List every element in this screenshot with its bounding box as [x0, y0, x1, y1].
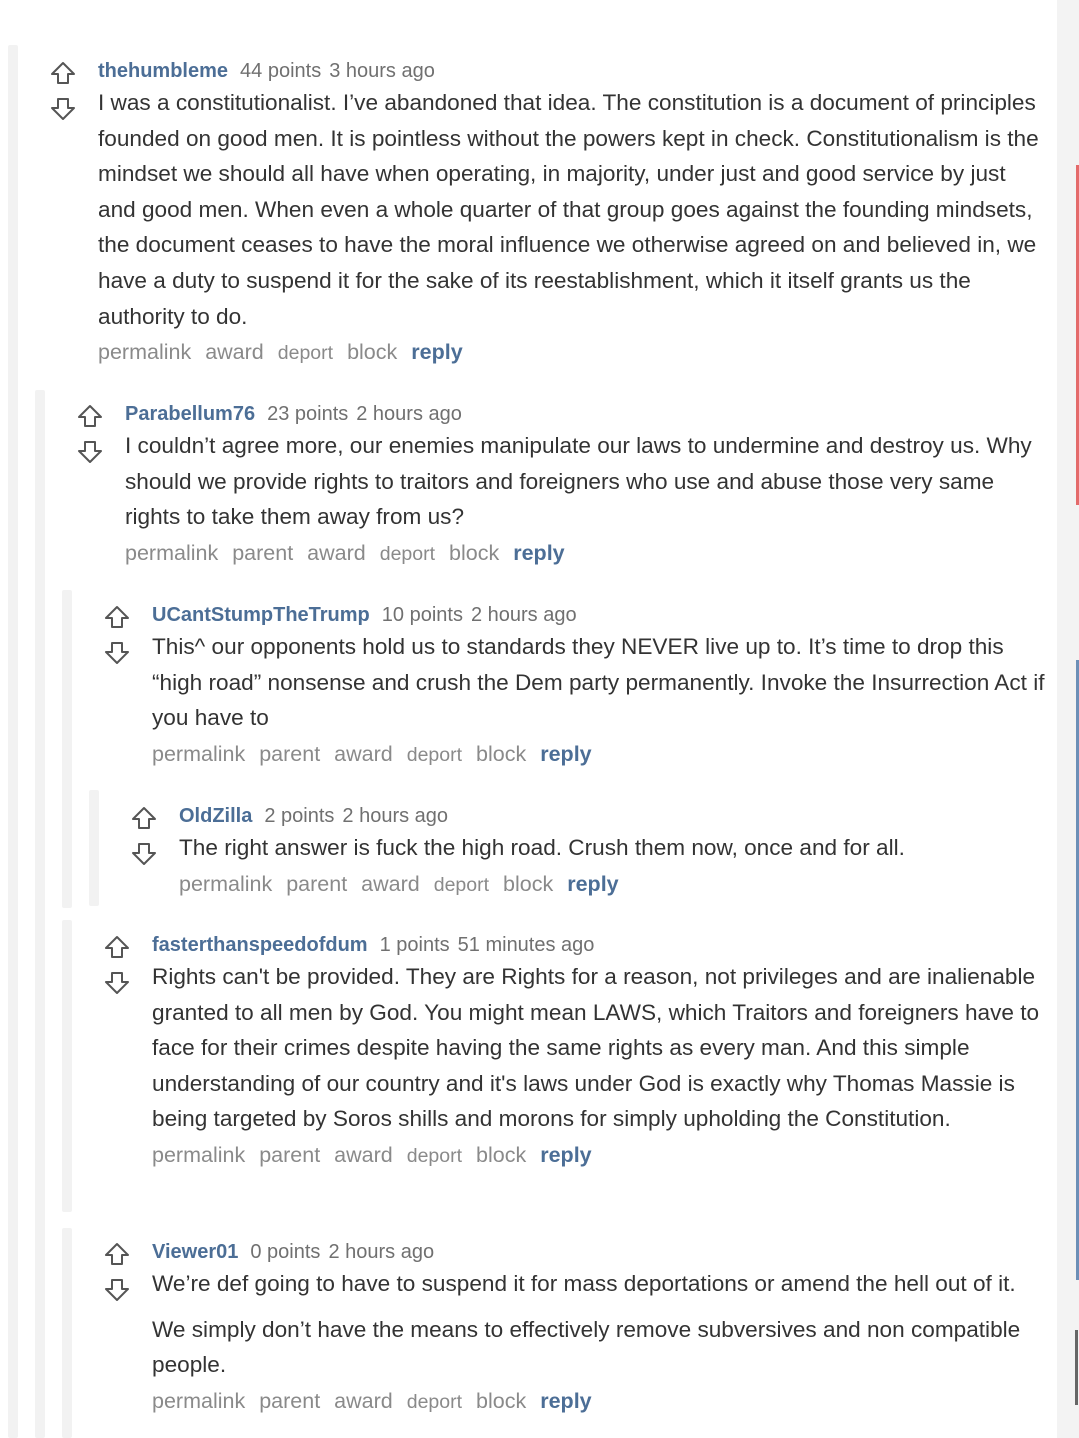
reply-link[interactable]: reply — [540, 1142, 592, 1167]
downvote-arrow-icon[interactable] — [102, 635, 132, 669]
parent-link[interactable]: parent — [232, 540, 294, 565]
comment-meta — [152, 1238, 1047, 1266]
parent-link[interactable]: parent — [259, 1388, 321, 1413]
deport-link[interactable]: deport — [379, 542, 436, 565]
timestamp[interactable]: 2 hours ago — [356, 403, 462, 425]
comment-text: This^ our opponents hold us to standards they NEVER live up to. It’s time to drop this “high road” nonsense and crush the Dem party permanently. Invoke the Insurrection Act if you have to — [152, 634, 1045, 731]
upvote-arrow-icon[interactable] — [102, 601, 132, 635]
author-link[interactable]: OldZilla — [179, 805, 253, 827]
block-link[interactable]: block — [476, 1142, 527, 1167]
comment-text: We’re def going to have to suspend it for mass deportations or amend the hell out of it. — [152, 1271, 1016, 1296]
timestamp[interactable]: 2 hours ago — [470, 604, 577, 626]
deport-link[interactable]: deport — [406, 1144, 463, 1167]
parent-link[interactable]: parent — [259, 1142, 321, 1167]
comment-actions — [98, 334, 1047, 371]
award-link[interactable]: award — [205, 340, 264, 365]
permalink-link[interactable]: permalink — [152, 741, 246, 766]
downvote-arrow-icon[interactable] — [75, 434, 105, 468]
upvote-arrow-icon[interactable] — [102, 931, 132, 965]
deport-link[interactable]: deport — [433, 873, 490, 896]
reply-link[interactable]: reply — [567, 871, 619, 896]
points-count: 44 points — [240, 60, 322, 82]
deport-link[interactable]: deport — [406, 1390, 463, 1413]
thread-line-depth2-b[interactable] — [62, 920, 72, 1212]
vote-controls — [102, 931, 132, 999]
thread-line-depth2-a[interactable] — [62, 590, 72, 908]
points-count: 0 points — [250, 1241, 321, 1263]
points-count: 1 points — [379, 934, 450, 956]
points-count: 23 points — [267, 403, 349, 425]
reply-link[interactable]: reply — [540, 741, 592, 766]
permalink-link[interactable]: permalink — [98, 340, 192, 365]
parent-link[interactable]: parent — [259, 741, 321, 766]
comment-text: Rights can't be provided. They are Rights for a reason, not privileges and are inalienable granted to all men by God. You might mean LAWS, which Traitors and foreigners have to face for their crimes despite having the same rights as every man. And this simple understanding of our country and it's laws under God is exactly why Thomas Massie is being targeted by Soros shills and morons for simply upholding the Constitution. — [152, 964, 1040, 1132]
edge-marker-dark — [1075, 1330, 1078, 1405]
comment-actions — [152, 1383, 1047, 1420]
comment-actions — [152, 1137, 1047, 1174]
comment-meta — [152, 601, 1047, 629]
block-link[interactable]: block — [449, 540, 500, 565]
vote-controls — [102, 601, 132, 669]
points-count: 2 points — [264, 805, 335, 827]
timestamp[interactable]: 51 minutes ago — [457, 934, 595, 956]
comment-text: We simply don’t have the means to effectively remove subversives and non compatible people. — [152, 1316, 1021, 1378]
vote-controls — [75, 400, 105, 468]
permalink-link[interactable]: permalink — [179, 871, 273, 896]
comment-text: I was a constitutionalist. I’ve abandoned that idea. The constitution is a document of principles founded on good men. It is pointless without the powers kept in check. Constitutionalism is the mindset we should all have when operating, in majority, under just and good service by just and good men. When even a whole quarter of that group goes against the founding mindsets, the document ceases to have the moral influence we otherwise agreed on and believed in, we have a duty to suspend it for the sake of its reestablishment, which it itself grants us the authority to do. — [98, 90, 1039, 329]
downvote-arrow-icon[interactable] — [48, 91, 78, 125]
comment-actions — [179, 866, 1047, 903]
upvote-arrow-icon[interactable] — [102, 1238, 132, 1272]
author-link[interactable]: thehumbleme — [98, 60, 229, 82]
downvote-arrow-icon[interactable] — [102, 1272, 132, 1306]
award-link[interactable]: award — [334, 1388, 393, 1413]
vote-controls — [48, 57, 78, 125]
comment-body — [152, 931, 1047, 1174]
thread-line-depth3[interactable] — [89, 790, 99, 906]
permalink-link[interactable]: permalink — [152, 1388, 246, 1413]
comment-meta — [152, 931, 1047, 959]
comment-text: I couldn’t agree more, our enemies manipulate our laws to undermine and destroy us. Why should we provide rights to traitors and foreigners who use and abuse those very same rights to take them away from us? — [125, 433, 1032, 530]
award-link[interactable]: award — [307, 540, 366, 565]
block-link[interactable]: block — [476, 741, 527, 766]
reply-link[interactable]: reply — [411, 340, 463, 365]
thread-line-depth1[interactable] — [35, 390, 45, 1438]
comment-actions — [125, 535, 1047, 572]
points-count: 10 points — [381, 604, 463, 626]
vote-controls — [102, 1238, 132, 1306]
block-link[interactable]: block — [476, 1388, 527, 1413]
upvote-arrow-icon[interactable] — [75, 400, 105, 434]
upvote-arrow-icon[interactable] — [48, 57, 78, 91]
deport-link[interactable]: deport — [277, 342, 334, 365]
comment-actions — [152, 736, 1047, 773]
reply-link[interactable]: reply — [513, 540, 565, 565]
comment-meta — [98, 57, 1047, 85]
author-link[interactable]: Viewer01 — [152, 1241, 239, 1263]
comment-body — [98, 57, 1047, 371]
deport-link[interactable]: deport — [406, 743, 463, 766]
block-link[interactable]: block — [347, 340, 398, 365]
permalink-link[interactable]: permalink — [125, 540, 219, 565]
timestamp[interactable]: 3 hours ago — [329, 60, 435, 82]
comment-text: The right answer is fuck the high road. Crush them now, once and for all. — [179, 835, 905, 860]
thread-line-depth0[interactable] — [8, 45, 18, 1438]
author-link[interactable]: Parabellum76 — [125, 403, 256, 425]
downvote-arrow-icon[interactable] — [102, 965, 132, 999]
comment-body — [179, 802, 1047, 903]
comment-body — [125, 400, 1047, 572]
timestamp[interactable]: 2 hours ago — [342, 805, 449, 827]
downvote-arrow-icon[interactable] — [129, 836, 159, 870]
author-link[interactable]: UCantStumpTheTrump — [152, 604, 370, 626]
block-link[interactable]: block — [503, 871, 554, 896]
award-link[interactable]: award — [361, 871, 420, 896]
timestamp[interactable]: 2 hours ago — [328, 1241, 435, 1263]
reply-link[interactable]: reply — [540, 1388, 592, 1413]
vote-controls — [129, 802, 159, 870]
parent-link[interactable]: parent — [286, 871, 348, 896]
comment-body — [152, 1238, 1047, 1420]
comment-meta — [125, 400, 1047, 428]
author-link[interactable]: fasterthanspeedofdum — [152, 934, 368, 956]
comment-body — [152, 601, 1047, 773]
award-link[interactable]: award — [334, 741, 393, 766]
thread-line-depth2-c[interactable] — [62, 1228, 72, 1438]
comment-meta — [179, 802, 1047, 830]
award-link[interactable]: award — [334, 1142, 393, 1167]
permalink-link[interactable]: permalink — [152, 1142, 246, 1167]
upvote-arrow-icon[interactable] — [129, 802, 159, 836]
